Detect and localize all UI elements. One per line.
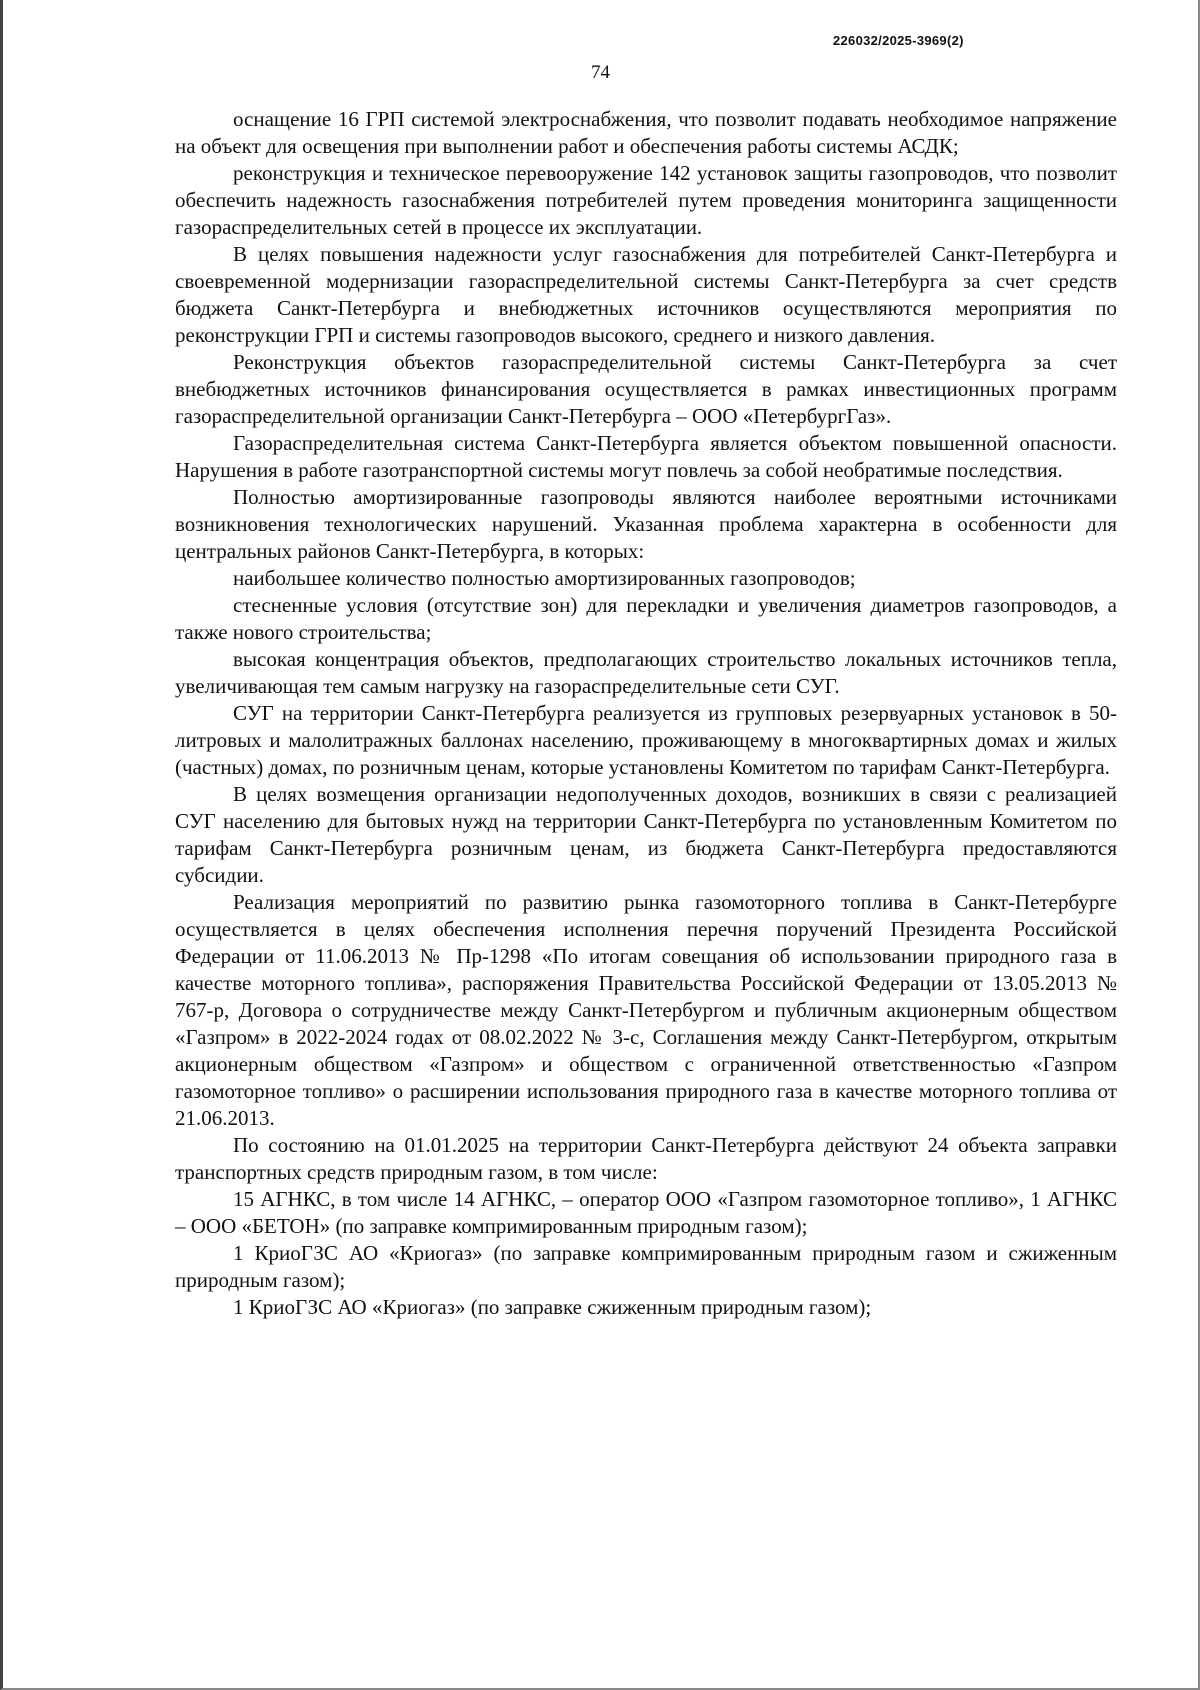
paragraph: СУГ на территории Санкт-Петербурга реализуется из групповых резервуарных установок в 50-литровых и малолитражных баллонах населению, проживающему в многоквартирных домах и жилых (частных) домах, по розничным ценам, которые установлены Комитетом по тарифам Санкт-Петербурга. [175, 701, 1117, 779]
paragraph: Газораспределительная система Санкт-Петербурга является объектом повышенной опасности. Нарушения в работе газотранспортной системы могут повлечь за собой необратимые последствия. [175, 431, 1117, 482]
paragraph: наибольшее количество полностью амортизированных газопроводов; [233, 566, 856, 590]
paragraph: Полностью амортизированные газопроводы являются наиболее вероятными источниками возникновения технологических нарушений. Указанная проблема характерна в особенности для центральных районов Санкт-Петербурга, в которых: [175, 485, 1117, 563]
paragraph: 15 АГНКС, в том числе 14 АГНКС, – оператор ООО «Газпром газомоторное топливо», 1 АГНКС – ООО «БЕТОН» (по заправке компримированным природным газом); [175, 1187, 1117, 1238]
paragraph: оснащение 16 ГРП системой электроснабжения, что позволит подавать необходимое напряжение на объект для освещения при выполнении работ и обеспечения работы системы АСДК; [175, 107, 1117, 158]
document-body [175, 106, 1117, 1321]
document-id: 226032/2025-3969(2) [833, 33, 964, 48]
paragraph: По состоянию на 01.01.2025 на территории Санкт-Петербурга действуют 24 объекта заправки транспортных средств природным газом, в том числе: [175, 1133, 1117, 1184]
paragraph: В целях повышения надежности услуг газоснабжения для потребителей Санкт-Петербурга и своевременной модернизации газораспределительной системы Санкт-Петербурга за счет средств бюджета Санкт-Петербурга и внебюджетных источников осуществляются мероприятия по реконструкции ГРП и системы газопроводов высокого, среднего и низкого давления. [175, 242, 1117, 347]
paragraph: В целях возмещения организации недополученных доходов, возникших в связи с реализацией СУГ населению для бытовых нужд на территории Санкт-Петербурга по установленным Комитетом по тарифам Санкт-Петербурга розничным ценам, из бюджета Санкт-Петербурга предоставляются субсидии. [175, 782, 1117, 887]
paragraph: реконструкция и техническое перевооружение 142 установок защиты газопроводов, что позволит обеспечить надежность газоснабжения потребителей путем проведения мониторинга защищенности газораспределительных сетей в процессе их эксплуатации. [175, 161, 1117, 239]
paragraph: Реконструкция объектов газораспределительной системы Санкт-Петербурга за счет внебюджетных источников финансирования осуществляется в рамках инвестиционных программ газораспределительной организации Санкт-Петербурга – ООО «ПетербургГаз». [175, 350, 1117, 428]
paragraph: 1 КриоГЗС АО «Криогаз» (по заправке сжиженным природным газом); [233, 1295, 872, 1319]
page-number: 74 [591, 62, 610, 83]
paragraph: высокая концентрация объектов, предполагающих строительство локальных источников тепла, увеличивающая тем самым нагрузку на газораспределительные сети СУГ. [175, 647, 1117, 698]
paragraph: стесненные условия (отсутствие зон) для перекладки и увеличения диаметров газопроводов, а также нового строительства; [175, 593, 1117, 644]
paragraph: 1 КриоГЗС АО «Криогаз» (по заправке компримированным природным газом и сжиженным природным газом); [175, 1241, 1117, 1292]
paragraph: Реализация мероприятий по развитию рынка газомоторного топлива в Санкт-Петербурге осуществляется в целях обеспечения исполнения перечня поручений Президента Российской Федерации от 11.06.2013 № Пр-1298 «По итогам совещания об использовании природного газа в качестве моторного топлива», распоряжения Правительства Российской Федерации от 13.05.2013 № 767-р, Договора о сотрудничестве между Санкт-Петербургом и публичным акционерным обществом «Газпром» в 2022-2024 годах от 08.02.2022 № 3-с, Соглашения между Санкт-Петербургом, открытым акционерным обществом «Газпром» и обществом с ограниченной ответственностью «Газпром газомоторное топливо» о расширении использования природного газа в качестве моторного топлива от 21.06.2013. [175, 890, 1117, 1130]
